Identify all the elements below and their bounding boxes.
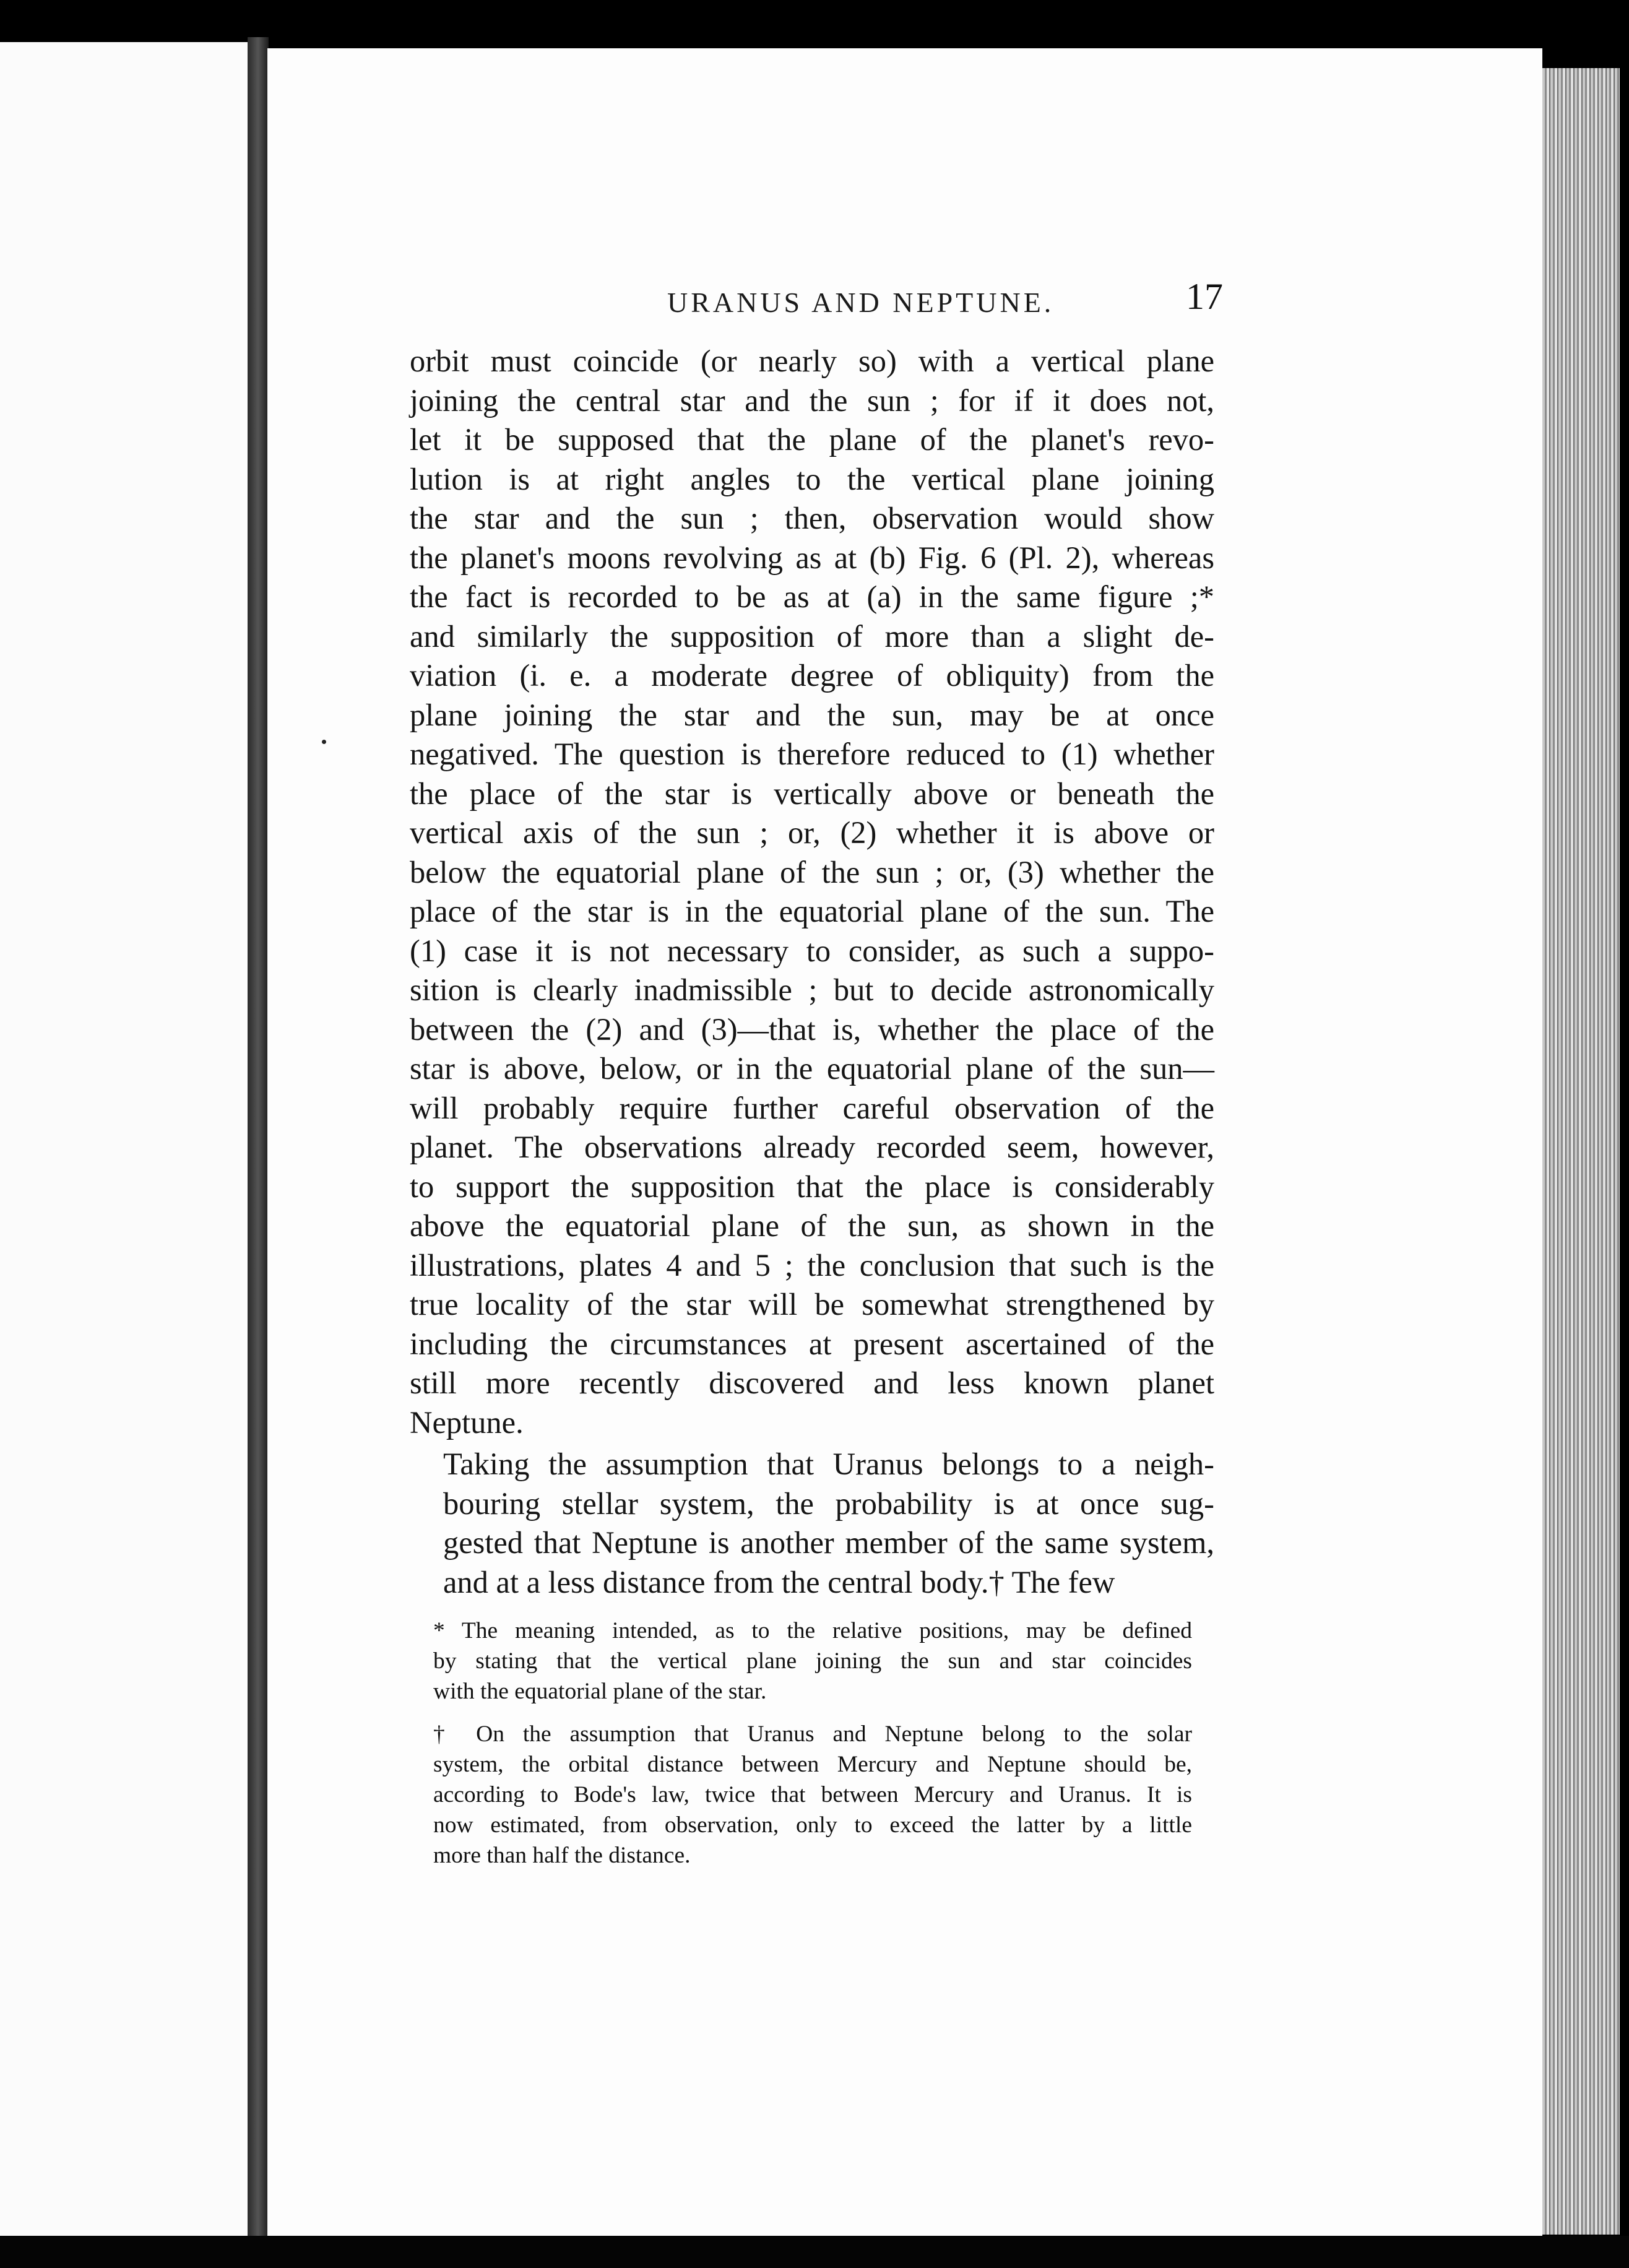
text-line: still more recently discovered and less known planet xyxy=(410,1366,1214,1400)
text-line: Taking the assumption that Uranus belongs to a neigh- xyxy=(443,1447,1214,1481)
text-line: bouring stellar system, the probability is at once sug- xyxy=(443,1486,1214,1521)
text-line: place of the star is in the equatorial plane of the sun. The xyxy=(410,894,1214,928)
footnote-2 xyxy=(394,1719,1192,1871)
footnote-line: with the equatorial plane of the star. xyxy=(433,1679,767,1704)
text-line: star is above, below, or in the equatorial plane of the sun— xyxy=(410,1051,1214,1086)
text-line: will probably require further careful observation of the xyxy=(410,1090,1214,1125)
scan-border xyxy=(0,2236,1629,2268)
text-line: above the equatorial plane of the sun, as shown in the xyxy=(410,1208,1214,1243)
left-page xyxy=(0,42,248,2246)
text-line: plane joining the star and the sun, may be at once xyxy=(410,697,1214,732)
footnote-line: according to Bode's law, twice that between Mercury and Uranus. It is xyxy=(433,1782,1192,1807)
text-line: Neptune. xyxy=(410,1405,524,1440)
text-line: and at a less distance from the central body.† The few xyxy=(443,1564,1115,1599)
text-line: negatived. The question is therefore reduced to (1) whether xyxy=(410,737,1214,771)
footnote-line: system, the orbital distance between Mercury and Neptune should be, xyxy=(433,1752,1192,1777)
text-line: illustrations, plates 4 and 5 ; the conclusion that such is the xyxy=(410,1247,1214,1283)
page-edges xyxy=(1542,68,1620,2235)
text-line: sition is clearly inadmissible ; but to decide astronomically xyxy=(410,972,1214,1007)
text-line: true locality of the star will be somewhat strengthened by xyxy=(410,1287,1214,1322)
footnote-line: * The meaning intended, as to the relative positions, may be defined xyxy=(433,1618,1192,1643)
footnote-line: † On the assumption that Uranus and Neptune belong to the solar xyxy=(433,1721,1192,1747)
page-number: 17 xyxy=(1186,276,1223,317)
text-line: to support the supposition that the place is considerably xyxy=(410,1169,1214,1204)
footnote-line: more than half the distance. xyxy=(433,1843,691,1868)
paragraph-1 xyxy=(410,342,1214,1442)
text-line: joining the central star and the sun ; for if it does not, xyxy=(410,383,1214,418)
footnote-line: now estimated, from observation, only to exceed the latter by a little xyxy=(433,1812,1192,1838)
text-line: the planet's moons revolving as at (b) Fig. 6 (Pl. 2), whereas xyxy=(410,540,1214,575)
text-line: the star and the sun ; then, observation would show xyxy=(410,501,1214,535)
text-line: planet. The observations already recorded seem, however, xyxy=(410,1130,1214,1164)
text-line: gested that Neptune is another member of the same system, xyxy=(443,1525,1214,1560)
text-line: and similarly the supposition of more than a slight de- xyxy=(410,618,1214,654)
text-line: the fact is recorded to be as at (a) in the same figure ;* xyxy=(410,579,1214,614)
running-head: URANUS AND NEPTUNE. xyxy=(667,287,1055,318)
text-line: viation (i. e. a moderate degree of obliquity) from the xyxy=(410,658,1214,693)
footnote-line: by stating that the vertical plane joining the sun and star coincides xyxy=(433,1648,1192,1674)
text-line: below the equatorial plane of the sun ; or, (3) whether the xyxy=(410,854,1214,889)
text-line: lution is at right angles to the vertical plane joining xyxy=(410,461,1214,496)
text-line: orbit must coincide (or nearly so) with a vertical plane xyxy=(410,344,1214,378)
footnote-1 xyxy=(394,1616,1192,1707)
footnotes xyxy=(394,1616,1192,1871)
text-line: vertical axis of the sun ; or, (2) whether it is above or xyxy=(410,815,1214,850)
margin-mark xyxy=(322,740,326,744)
text-line: (1) case it is not necessary to consider, as such a suppo- xyxy=(410,933,1214,968)
text-line: including the circumstances at present ascertained of the xyxy=(410,1326,1214,1361)
text-line: let it be supposed that the plane of the planet's revo- xyxy=(410,422,1214,457)
body-text xyxy=(410,342,1214,1602)
text-line: the place of the star is vertically above or beneath the xyxy=(410,776,1214,811)
paragraph-2 xyxy=(410,1445,1214,1602)
book-gutter xyxy=(248,37,269,2253)
text-line: between the (2) and (3)—that is, whether the place of the xyxy=(410,1011,1214,1047)
